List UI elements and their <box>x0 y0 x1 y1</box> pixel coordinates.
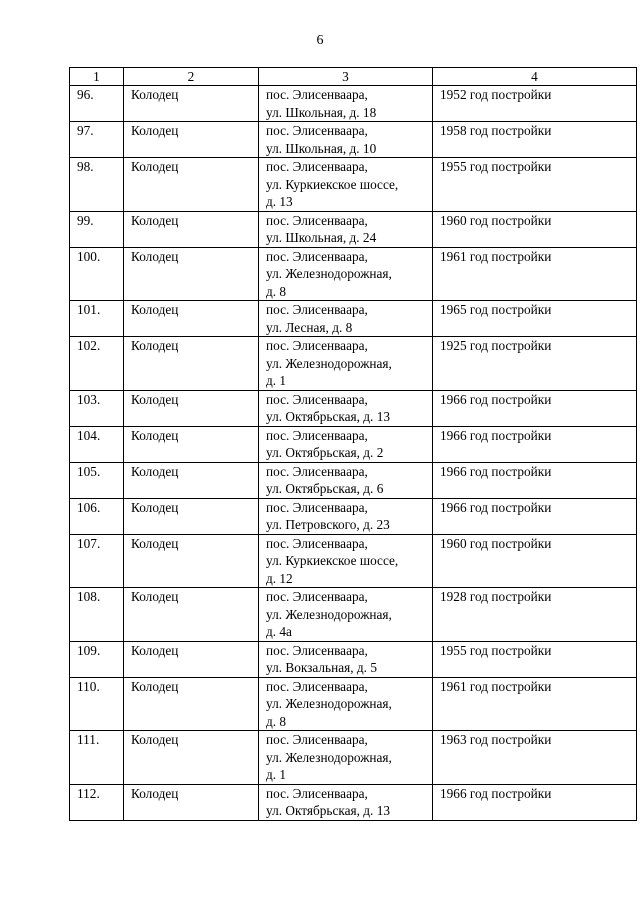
address-line: пос. Элисенваара, <box>266 391 368 407</box>
object-address <box>259 641 433 677</box>
object-address <box>259 784 433 820</box>
address-line: ул. Железнодорожная, <box>266 355 392 371</box>
object-name: Колодец <box>124 122 259 158</box>
column-header: 4 <box>433 68 637 86</box>
construction-year: 1961 год постройки <box>433 677 637 731</box>
address-line: д. 13 <box>266 194 293 209</box>
object-name: Колодец <box>124 462 259 498</box>
address-line: пос. Элисенваара, <box>266 87 368 102</box>
address-line: пос. Элисенваара, <box>266 427 368 443</box>
table-row <box>70 390 637 426</box>
object-address <box>259 588 433 642</box>
object-address <box>259 122 433 158</box>
table-row <box>70 426 637 462</box>
row-number: 104. <box>70 426 124 462</box>
row-number: 106. <box>70 498 124 534</box>
object-name: Колодец <box>124 731 259 785</box>
address-line: пос. Элисенваара, <box>266 499 368 515</box>
address-line: пос. Элисенваара, <box>266 302 368 317</box>
object-address <box>259 498 433 534</box>
address-line: д. 8 <box>266 283 287 299</box>
address-line: ул. Железнодорожная, <box>266 749 392 765</box>
construction-year: 1966 год постройки <box>433 784 637 820</box>
object-name: Колодец <box>124 211 259 247</box>
row-number: 101. <box>70 301 124 337</box>
object-address <box>259 211 433 247</box>
table-row <box>70 247 637 301</box>
address-line: ул. Железнодорожная, <box>266 606 392 622</box>
address-line: пос. Элисенваара, <box>266 123 368 138</box>
construction-year: 1955 год постройки <box>433 641 637 677</box>
table-header-row <box>70 68 637 86</box>
row-number: 97. <box>70 122 124 158</box>
row-number: 108. <box>70 588 124 642</box>
address-line: ул. Вокзальная, д. 5 <box>266 660 377 675</box>
construction-year: 1965 год постройки <box>433 301 637 337</box>
address-line: ул. Железнодорожная, <box>266 266 392 281</box>
row-number: 107. <box>70 534 124 588</box>
table-row <box>70 86 637 122</box>
construction-year: 1963 год постройки <box>433 731 637 785</box>
row-number: 111. <box>70 731 124 785</box>
row-number: 99. <box>70 211 124 247</box>
row-number: 96. <box>70 86 124 122</box>
address-line: д. 8 <box>266 713 287 729</box>
object-name: Колодец <box>124 86 259 122</box>
address-line: ул. Октябрьская, д. 13 <box>266 803 391 818</box>
object-address <box>259 247 433 301</box>
row-number: 109. <box>70 641 124 677</box>
construction-year: 1960 год постройки <box>433 534 637 588</box>
row-number: 112. <box>70 784 124 820</box>
address-line: пос. Элисенваара, <box>266 212 368 228</box>
table-row <box>70 122 637 158</box>
object-name: Колодец <box>124 641 259 677</box>
object-address <box>259 337 433 391</box>
object-name: Колодец <box>124 158 259 212</box>
object-name: Колодец <box>124 588 259 642</box>
object-name: Колодец <box>124 301 259 337</box>
address-line: пос. Элисенваара, <box>266 463 368 479</box>
object-address <box>259 677 433 731</box>
row-number: 103. <box>70 390 124 426</box>
address-line: пос. Элисенваара, <box>266 535 368 551</box>
table-row <box>70 534 637 588</box>
address-line: ул. Куркиекское шоссе, <box>266 176 399 192</box>
address-line: пос. Элисенваара, <box>266 159 368 174</box>
object-address <box>259 534 433 588</box>
table-row <box>70 158 637 212</box>
construction-year: 1955 год постройки <box>433 158 637 212</box>
construction-year: 1960 год постройки <box>433 211 637 247</box>
construction-year: 1966 год постройки <box>433 462 637 498</box>
construction-year: 1925 год постройки <box>433 337 637 391</box>
address-line: ул. Школьная, д. 10 <box>266 140 377 156</box>
table-row <box>70 731 637 785</box>
address-line: д. 1 <box>266 767 287 782</box>
table-row <box>70 677 637 731</box>
address-line: пос. Элисенваара, <box>266 589 368 604</box>
object-name: Колодец <box>124 337 259 391</box>
address-line: ул. Октябрьская, д. 13 <box>266 409 391 424</box>
table-row <box>70 301 637 337</box>
construction-year: 1958 год постройки <box>433 122 637 158</box>
object-name: Колодец <box>124 426 259 462</box>
address-line: пос. Элисенваара, <box>266 248 368 264</box>
object-name: Колодец <box>124 534 259 588</box>
object-address <box>259 86 433 122</box>
address-line: д. 4а <box>266 624 292 639</box>
construction-year: 1928 год постройки <box>433 588 637 642</box>
row-number: 105. <box>70 462 124 498</box>
object-address <box>259 158 433 212</box>
address-line: ул. Железнодорожная, <box>266 696 392 711</box>
address-line: д. 12 <box>266 570 293 586</box>
address-line: пос. Элисенваара, <box>266 338 368 353</box>
object-name: Колодец <box>124 677 259 731</box>
table-row <box>70 498 637 534</box>
object-address <box>259 462 433 498</box>
address-line: пос. Элисенваара, <box>266 785 368 801</box>
construction-year: 1966 год постройки <box>433 390 637 426</box>
column-header: 3 <box>259 68 433 86</box>
address-line: пос. Элисенваара, <box>266 678 368 694</box>
wells-table <box>69 67 637 821</box>
table-row <box>70 462 637 498</box>
column-header: 2 <box>124 68 259 86</box>
construction-year: 1966 год постройки <box>433 498 637 534</box>
address-line: ул. Октябрьская, д. 2 <box>266 445 384 460</box>
address-line: д. 1 <box>266 373 287 388</box>
construction-year: 1952 год постройки <box>433 86 637 122</box>
page-number: 6 <box>316 33 324 48</box>
object-name: Колодец <box>124 247 259 301</box>
table-body <box>70 86 637 821</box>
construction-year: 1961 год постройки <box>433 247 637 301</box>
address-line: ул. Октябрьская, д. 6 <box>266 481 384 496</box>
object-address <box>259 390 433 426</box>
object-name: Колодец <box>124 390 259 426</box>
object-name: Колодец <box>124 498 259 534</box>
table-row <box>70 784 637 820</box>
address-line: ул. Лесная, д. 8 <box>266 319 353 335</box>
table-row <box>70 588 637 642</box>
column-header: 1 <box>70 68 124 86</box>
object-address <box>259 301 433 337</box>
address-line: ул. Петровского, д. 23 <box>266 517 390 532</box>
address-line: пос. Элисенваара, <box>266 732 368 747</box>
object-name: Колодец <box>124 784 259 820</box>
table-row <box>70 337 637 391</box>
row-number: 98. <box>70 158 124 212</box>
construction-year: 1966 год постройки <box>433 426 637 462</box>
address-line: пос. Элисенваара, <box>266 642 368 658</box>
object-address <box>259 426 433 462</box>
object-address <box>259 731 433 785</box>
address-line: ул. Куркиекское шоссе, <box>266 553 399 568</box>
address-line: ул. Школьная, д. 24 <box>266 230 377 245</box>
row-number: 100. <box>70 247 124 301</box>
row-number: 110. <box>70 677 124 731</box>
table-row <box>70 641 637 677</box>
address-line: ул. Школьная, д. 18 <box>266 104 377 120</box>
row-number: 102. <box>70 337 124 391</box>
table-row <box>70 211 637 247</box>
